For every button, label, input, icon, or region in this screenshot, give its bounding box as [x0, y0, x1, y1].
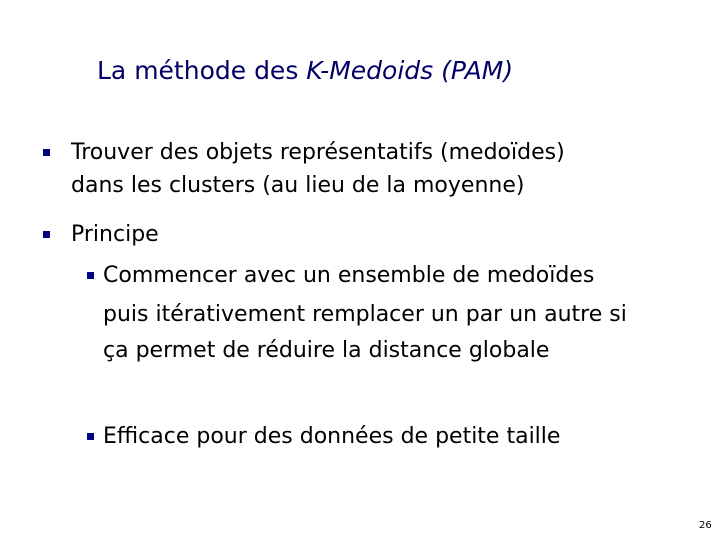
page-number: 26: [699, 520, 712, 531]
bullet-1-line-1: Trouver des objets représentatifs (medoïdes): [71, 140, 565, 165]
square-bullet-icon: [43, 231, 50, 238]
sub-bullet-1-line-3: ça permet de réduire la distance globale: [103, 338, 550, 363]
square-bullet-icon: [87, 272, 94, 279]
square-bullet-icon: [43, 149, 50, 156]
bullet-2-line-1: Principe: [71, 222, 159, 247]
title-emphasis: K-Medoids (PAM): [306, 56, 514, 85]
square-bullet-icon: [87, 433, 94, 440]
title-prefix: La méthode des: [97, 56, 307, 85]
sub-bullet-2-line-1: Efficace pour des données de petite taille: [103, 424, 561, 449]
slide-title: [97, 56, 513, 85]
sub-bullet-1-line-1: Commencer avec un ensemble de medoïdes: [103, 263, 595, 288]
bullet-1-line-2: dans les clusters (au lieu de la moyenne): [71, 173, 525, 198]
sub-bullet-1-line-2: puis itérativement remplacer un par un autre si: [103, 302, 627, 327]
